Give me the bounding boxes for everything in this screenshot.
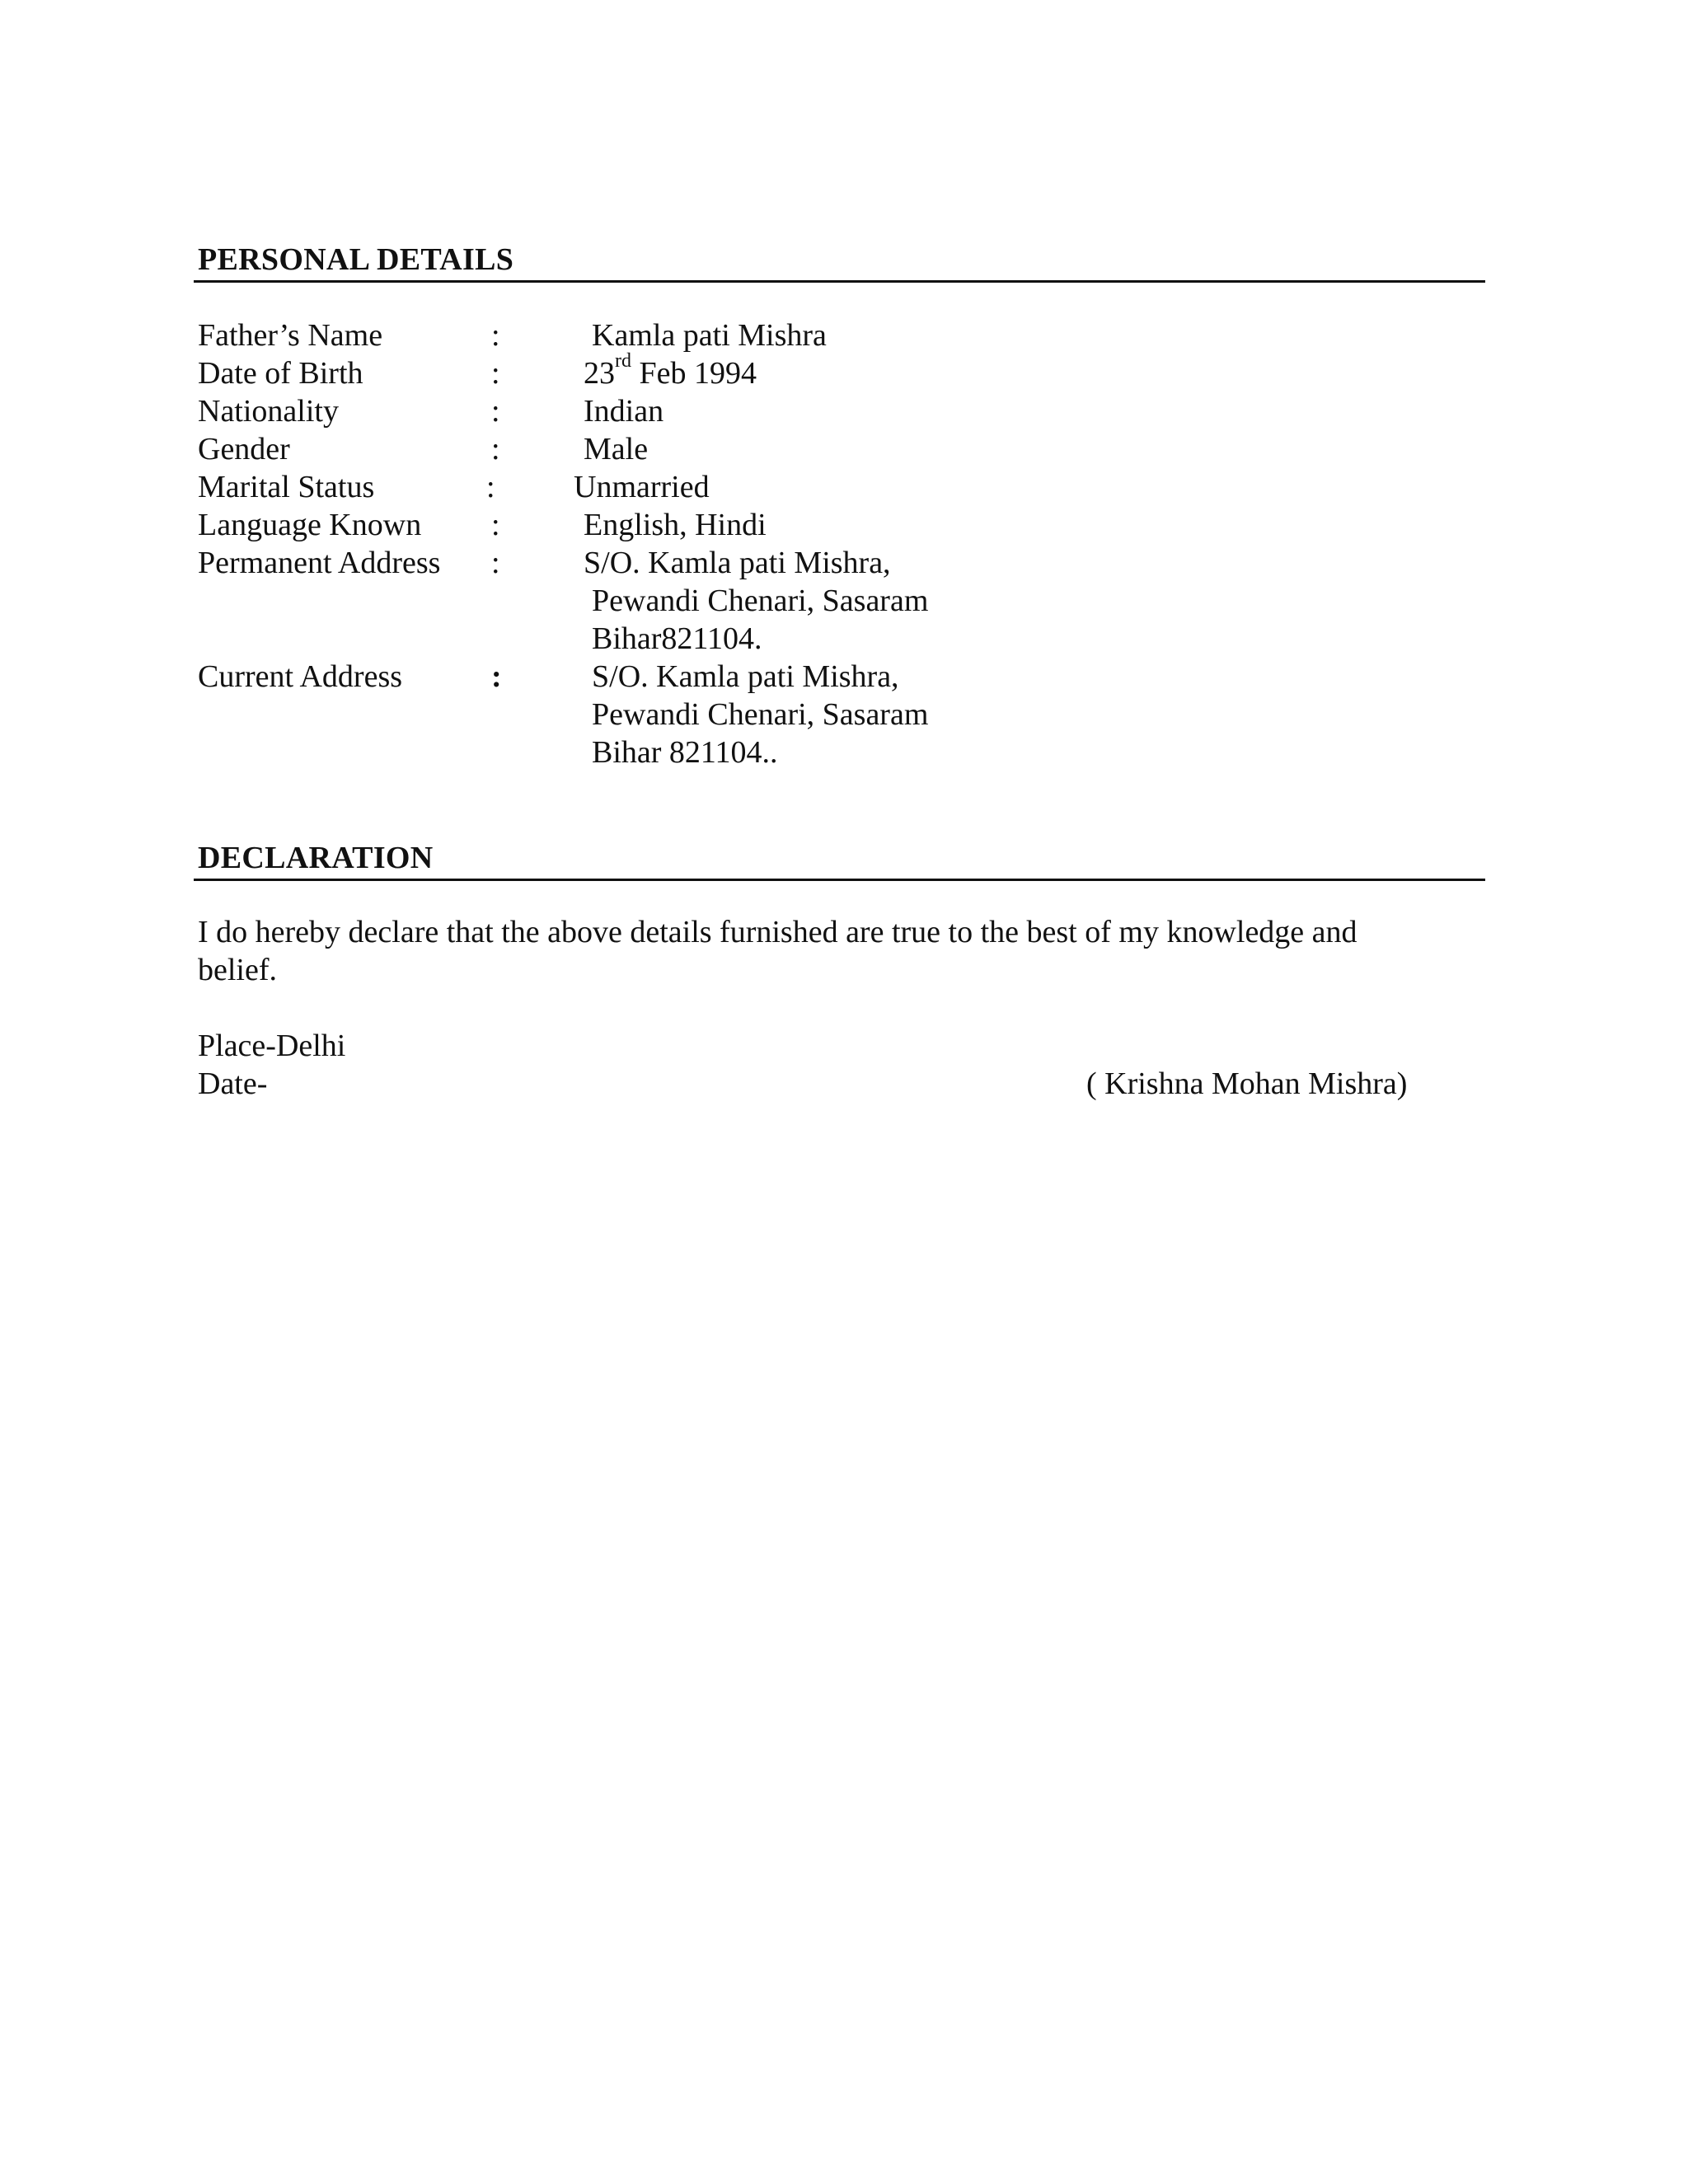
signature-name: ( Krishna Mohan Mishra) [1086,1066,1408,1101]
detail-row-gender [198,430,1352,468]
detail-row-fathers-name [198,316,1352,354]
personal-details-heading: PERSONAL DETAILS [198,242,514,277]
detail-value: English, Hindi [584,508,767,542]
date-text: Date- [198,1066,268,1101]
place-text: Place-Delhi [198,1029,346,1063]
declaration-heading: DECLARATION [198,841,434,875]
detail-label: Nationality [198,394,339,429]
detail-value: Kamla pati Mishra [592,318,827,353]
detail-row-current-address [198,658,1352,696]
detail-colon: : [491,394,500,429]
detail-label: Date of Birth [198,356,363,391]
personal-details-rule [194,280,1485,283]
permanent-address-line-3: Bihar821104. [592,621,762,656]
detail-label: Permanent Address [198,546,441,580]
detail-value [584,350,757,392]
detail-label: Current Address [198,659,403,694]
detail-colon: : [491,659,502,694]
detail-value: Indian [584,394,664,429]
detail-colon: : [491,356,500,391]
detail-label: Language Known [198,508,422,542]
detail-label: Father’s Name [198,318,383,353]
detail-label: Gender [198,432,290,466]
detail-label: Marital Status [198,470,375,504]
declaration-text-line-1: I do hereby declare that the above details furnished are true to the best of my knowledge and [198,915,1357,949]
detail-row-marital-status [198,468,1352,506]
dob-ordinal-suffix: rd [615,350,631,373]
detail-colon: : [491,318,500,353]
detail-value: S/O. Kamla pati Mishra, [584,546,891,580]
declaration-text-line-2: belief. [198,953,278,987]
declaration-rule [194,879,1485,881]
detail-row-language-known [198,506,1352,544]
dob-day: 23 [584,356,615,391]
detail-row-nationality [198,392,1352,430]
current-address-line-3: Bihar 821104.. [592,735,778,770]
detail-colon: : [486,470,495,504]
detail-colon: : [491,508,500,542]
detail-colon: : [491,546,500,580]
detail-value: S/O. Kamla pati Mishra, [592,659,899,694]
current-address-line-2: Pewandi Chenari, Sasaram [592,697,929,732]
permanent-address-line-2: Pewandi Chenari, Sasaram [592,583,929,618]
detail-row-date-of-birth [198,350,1352,392]
detail-value: Unmarried [574,470,710,504]
detail-value: Male [584,432,649,466]
detail-colon: : [491,432,500,466]
detail-row-permanent-address [198,544,1352,582]
dob-month-year: Feb 1994 [631,356,757,391]
